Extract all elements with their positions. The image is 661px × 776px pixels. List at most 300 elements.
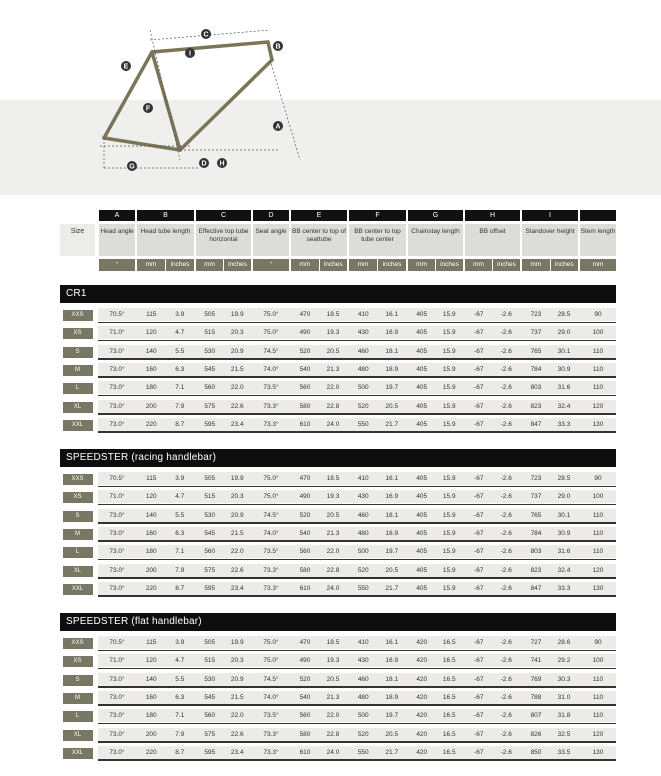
value-cell: 560	[204, 384, 216, 392]
value-cell: 20.5	[326, 675, 340, 683]
value-cell: 115	[146, 311, 157, 318]
value-cell: 16.5	[442, 748, 456, 756]
value-cell: 73.0°	[109, 347, 125, 355]
column-unit: inches	[551, 259, 579, 271]
value-cell: 405	[416, 548, 428, 556]
size-cell	[60, 488, 95, 505]
value-cell: 8.7	[175, 420, 185, 428]
label-i: I	[189, 50, 191, 58]
table-row	[60, 306, 616, 323]
column-letter: D	[253, 210, 289, 221]
value-cell: 24.0	[326, 420, 340, 428]
column-unit: °	[99, 259, 135, 271]
size-badge: S	[63, 511, 93, 522]
value-cell: 200	[145, 402, 157, 410]
value-cell: 73.0°	[109, 529, 125, 537]
value-cell: 4.7	[175, 493, 185, 501]
value-cell: 22.0	[326, 712, 340, 720]
value-cell: 430	[357, 493, 369, 501]
label-g: G	[129, 163, 135, 171]
value-cell: 74.5°	[263, 511, 279, 519]
value-cell: 21.3	[326, 365, 340, 373]
value-cell: 420	[416, 748, 428, 756]
value-cell: 28.6	[557, 639, 571, 646]
size-cell	[60, 398, 95, 415]
value-cell: 405	[416, 311, 428, 318]
value-cell: 15.9	[442, 566, 456, 574]
value-cell: 29.0	[557, 493, 571, 501]
value-cell: 505	[204, 475, 216, 482]
value-cell: 22.6	[230, 402, 244, 410]
column-unit: mm	[137, 259, 165, 271]
value-cell: 580	[299, 730, 311, 738]
value-cell: 73.5°	[263, 548, 279, 556]
size-badge: XXL	[63, 584, 93, 595]
size-badge: M	[63, 529, 93, 540]
value-cell: 120	[145, 657, 157, 665]
column-letter: I	[522, 210, 578, 221]
value-cell: 110	[592, 675, 604, 683]
value-cell: 110	[592, 365, 604, 373]
size-badge: XXS	[63, 474, 93, 485]
value-cell: 430	[357, 329, 369, 337]
value-cell: 30.1	[557, 511, 571, 519]
value-cell: 823	[530, 402, 542, 410]
column-description: Stem length	[580, 224, 616, 256]
value-cell: 110	[592, 693, 604, 701]
value-cell: 28.5	[557, 475, 571, 482]
value-cell: 22.6	[230, 730, 244, 738]
value-cell: 405	[416, 511, 428, 519]
label-c: C	[203, 31, 209, 39]
value-cell: 160	[145, 529, 157, 537]
value-cell: 520	[299, 347, 311, 355]
value-cell: 15.9	[442, 548, 456, 556]
column-description: Chainstay length	[408, 224, 463, 256]
label-f: F	[145, 105, 151, 113]
size-badge: L	[63, 547, 93, 558]
table-row	[60, 525, 616, 542]
table-row	[60, 562, 616, 579]
value-cell: 160	[145, 365, 157, 373]
column-unit: °	[253, 259, 289, 271]
value-cell: 73.0°	[109, 712, 125, 720]
value-cell: 31.6	[557, 548, 571, 556]
value-cell: 73.0°	[109, 548, 125, 556]
column-unit: inches	[378, 259, 406, 271]
value-cell: -67	[474, 748, 484, 756]
value-cell: 32.4	[557, 402, 571, 410]
value-cell: -67	[474, 402, 484, 410]
value-cell: -67	[474, 329, 484, 337]
value-cell: 22.0	[230, 548, 244, 556]
value-cell: 160	[145, 693, 157, 701]
value-cell: -67	[474, 347, 484, 355]
value-cell: 21.5	[230, 693, 244, 701]
table-row	[60, 634, 616, 651]
value-cell: 30.9	[557, 365, 571, 373]
value-cell: 823	[530, 566, 542, 574]
value-cell: 33.3	[557, 584, 571, 592]
size-badge: XL	[63, 730, 93, 741]
value-cell: 610	[299, 584, 311, 592]
column-description: BB center to top tube center	[349, 224, 406, 256]
value-cell: 20.5	[385, 402, 399, 410]
value-cell: 575	[204, 566, 216, 574]
size-cell	[60, 343, 95, 360]
table-row	[60, 343, 616, 360]
value-cell: 16.9	[385, 657, 399, 665]
value-cell: 847	[530, 420, 542, 428]
value-cell: 7.1	[175, 384, 185, 392]
value-cell: 405	[416, 493, 428, 501]
value-cell: 850	[530, 748, 542, 756]
value-cell: 110	[592, 511, 604, 519]
value-cell: -2.6	[500, 748, 512, 756]
value-cell: 120	[592, 730, 604, 738]
column-unit: mm	[349, 259, 377, 271]
value-cell: 560	[299, 712, 311, 720]
value-cell: 3.9	[175, 475, 185, 482]
value-cell: 460	[357, 347, 369, 355]
column-unit: inches	[493, 259, 520, 271]
value-cell: 595	[204, 584, 216, 592]
value-cell: 74.5°	[263, 347, 279, 355]
value-cell: 73.5°	[263, 712, 279, 720]
value-cell: 30.9	[557, 529, 571, 537]
value-cell: 20.5	[385, 566, 399, 574]
size-cell	[60, 689, 95, 706]
value-cell: 8.7	[175, 748, 185, 756]
column-description: Effective top tube horizontal	[196, 224, 251, 256]
value-cell: 21.7	[385, 420, 399, 428]
column-letter: H	[465, 210, 520, 221]
value-cell: 765	[530, 511, 542, 519]
value-cell: 405	[416, 529, 428, 537]
size-cell	[60, 361, 95, 378]
value-cell: 420	[416, 639, 428, 646]
value-cell: 22.0	[230, 384, 244, 392]
value-cell: 140	[145, 347, 157, 355]
value-cell: 110	[592, 529, 604, 537]
value-cell: -2.6	[500, 730, 512, 738]
value-cell: 21.7	[385, 584, 399, 592]
value-cell: 115	[146, 639, 157, 646]
size-badge: L	[63, 711, 93, 722]
size-cell	[60, 306, 95, 323]
value-cell: 8.7	[175, 584, 185, 592]
value-cell: 100	[592, 329, 604, 337]
column-unit: inches	[320, 259, 348, 271]
value-cell: 75.0°	[263, 329, 279, 337]
value-cell: -2.6	[500, 566, 512, 574]
value-cell: 21.3	[326, 693, 340, 701]
value-cell: 545	[204, 693, 216, 701]
value-cell: 405	[416, 384, 428, 392]
size-cell	[60, 707, 95, 724]
value-cell: 788	[530, 693, 542, 701]
value-cell: 550	[357, 420, 369, 428]
value-cell: 723	[530, 311, 542, 318]
size-cell	[60, 580, 95, 597]
value-cell: -2.6	[500, 311, 512, 318]
value-cell: 803	[530, 548, 542, 556]
value-cell: 460	[357, 511, 369, 519]
value-cell: 21.5	[230, 529, 244, 537]
top-tube	[152, 42, 268, 52]
value-cell: -67	[474, 420, 484, 428]
value-cell: 75.0°	[263, 639, 279, 646]
size-badge: XXL	[63, 420, 93, 431]
value-cell: 18.5	[326, 475, 340, 482]
value-cell: 140	[145, 511, 157, 519]
value-cell: 100	[592, 493, 604, 501]
value-cell: -2.6	[500, 420, 512, 428]
size-badge: XL	[63, 402, 93, 413]
size-badge: XS	[63, 492, 93, 503]
value-cell: 73.3°	[263, 420, 279, 428]
value-cell: 20.3	[230, 657, 244, 665]
column-unit: mm	[580, 259, 616, 271]
label-d: D	[201, 160, 207, 168]
value-cell: 520	[299, 675, 311, 683]
value-cell: 19.3	[326, 657, 340, 665]
size-cell	[60, 726, 95, 743]
value-cell: 580	[299, 566, 311, 574]
value-cell: 405	[416, 365, 428, 373]
value-cell: 460	[357, 675, 369, 683]
size-cell	[60, 379, 95, 396]
column-description: Standover height	[522, 224, 578, 256]
value-cell: 20.9	[230, 675, 244, 683]
value-cell: 560	[204, 548, 216, 556]
down-tube	[180, 60, 272, 150]
value-cell: -67	[474, 548, 484, 556]
value-cell: 405	[416, 347, 428, 355]
value-cell: 405	[416, 329, 428, 337]
value-cell: 4.7	[175, 329, 185, 337]
value-cell: 16.5	[442, 712, 456, 720]
value-cell: 15.9	[442, 329, 456, 337]
value-cell: 490	[299, 657, 311, 665]
value-cell: 16.9	[385, 329, 399, 337]
value-cell: 28.5	[557, 311, 571, 318]
value-cell: 16.5	[442, 657, 456, 665]
size-cell	[60, 671, 95, 688]
value-cell: 20.9	[230, 347, 244, 355]
value-cell: 20.5	[326, 511, 340, 519]
value-cell: 30.3	[557, 675, 571, 683]
size-badge: XS	[63, 328, 93, 339]
value-cell: 24.0	[326, 748, 340, 756]
value-cell: 32.5	[557, 730, 571, 738]
table-row	[60, 726, 616, 743]
value-cell: 515	[204, 329, 216, 337]
column-letter: B	[137, 210, 194, 221]
value-cell: 73.0°	[109, 730, 125, 738]
value-cell: 741	[530, 657, 542, 665]
value-cell: 16.1	[385, 639, 399, 646]
value-cell: 515	[204, 493, 216, 501]
value-cell: 23.4	[230, 420, 244, 428]
value-cell: 405	[416, 475, 428, 482]
table-row	[60, 689, 616, 706]
value-cell: -2.6	[500, 548, 512, 556]
value-cell: 73.3°	[263, 402, 279, 410]
column-description: Seat angle	[253, 224, 289, 256]
value-cell: 500	[357, 548, 369, 556]
value-cell: 3.9	[175, 639, 185, 646]
size-cell	[60, 744, 95, 761]
value-cell: 110	[592, 712, 604, 720]
value-cell: 15.9	[442, 584, 456, 592]
size-header: Size	[60, 224, 95, 256]
value-cell: -67	[474, 384, 484, 392]
value-cell: 73.0°	[109, 748, 125, 756]
value-cell: 29.2	[557, 657, 571, 665]
value-cell: 6.3	[175, 529, 185, 537]
value-cell: -67	[474, 693, 484, 701]
column-letter: G	[408, 210, 463, 221]
size-cell	[60, 543, 95, 560]
value-cell: 410	[357, 475, 369, 482]
value-cell: 784	[530, 529, 542, 537]
value-cell: 550	[357, 584, 369, 592]
value-cell: 180	[145, 712, 157, 720]
value-cell: 180	[145, 548, 157, 556]
value-cell: 15.9	[442, 311, 456, 318]
value-cell: 73.3°	[263, 748, 279, 756]
value-cell: 73.0°	[109, 420, 125, 428]
size-cell	[60, 525, 95, 542]
value-cell: 73.0°	[109, 511, 125, 519]
table-row	[60, 744, 616, 761]
value-cell: -67	[474, 529, 484, 537]
column-unit: mm	[196, 259, 223, 271]
value-cell: 550	[357, 748, 369, 756]
value-cell: 200	[145, 566, 157, 574]
value-cell: -2.6	[500, 365, 512, 373]
value-cell: 73.0°	[109, 566, 125, 574]
section-title: SPEEDSTER (flat handlebar)	[60, 613, 616, 631]
value-cell: 5.5	[175, 675, 185, 683]
value-cell: 29.0	[557, 329, 571, 337]
value-cell: 540	[299, 365, 311, 373]
value-cell: 575	[204, 730, 216, 738]
value-cell: -67	[474, 675, 484, 683]
value-cell: 19.9	[230, 639, 244, 646]
value-cell: 120	[145, 493, 157, 501]
value-cell: 595	[204, 420, 216, 428]
value-cell: 33.3	[557, 420, 571, 428]
column-letter: A	[99, 210, 135, 221]
value-cell: 4.7	[175, 657, 185, 665]
value-cell: 19.3	[326, 493, 340, 501]
column-unit: inches	[224, 259, 251, 271]
value-cell: 16.5	[442, 675, 456, 683]
value-cell: 15.9	[442, 402, 456, 410]
value-cell: 100	[592, 657, 604, 665]
value-cell: 180	[145, 384, 157, 392]
value-cell: 520	[299, 511, 311, 519]
value-cell: 24.0	[326, 584, 340, 592]
column-unit: mm	[465, 259, 492, 271]
value-cell: -2.6	[500, 384, 512, 392]
value-cell: 560	[299, 384, 311, 392]
frame-geometry-diagram	[90, 20, 310, 180]
value-cell: 490	[299, 329, 311, 337]
value-cell: 22.8	[326, 402, 340, 410]
label-h: H	[219, 160, 225, 168]
value-cell: 21.5	[230, 365, 244, 373]
value-cell: 5.5	[175, 347, 185, 355]
value-cell: 575	[204, 402, 216, 410]
value-cell: 71.0°	[109, 493, 125, 501]
value-cell: 737	[530, 329, 542, 337]
value-cell: 73.5°	[263, 384, 279, 392]
value-cell: 595	[204, 748, 216, 756]
value-cell: 90	[594, 639, 602, 646]
value-cell: 16.9	[385, 493, 399, 501]
value-cell: 19.7	[385, 384, 399, 392]
size-cell	[60, 470, 95, 487]
value-cell: -67	[474, 584, 484, 592]
size-badge: M	[63, 693, 93, 704]
value-cell: 420	[416, 693, 428, 701]
size-cell	[60, 562, 95, 579]
value-cell: 18.9	[385, 693, 399, 701]
value-cell: 520	[357, 730, 369, 738]
value-cell: 16.5	[442, 639, 456, 646]
table-row	[60, 416, 616, 433]
value-cell: 470	[299, 639, 311, 646]
column-description: Head angle	[99, 224, 135, 256]
value-cell: -2.6	[500, 493, 512, 501]
value-cell: -2.6	[500, 584, 512, 592]
value-cell: 540	[299, 693, 311, 701]
value-cell: -67	[474, 712, 484, 720]
value-cell: 530	[204, 511, 216, 519]
value-cell: 31.8	[557, 712, 571, 720]
size-badge: L	[63, 383, 93, 394]
value-cell: 73.3°	[263, 730, 279, 738]
value-cell: 16.5	[442, 693, 456, 701]
value-cell: -67	[474, 730, 484, 738]
table-row	[60, 671, 616, 688]
value-cell: 33.5	[557, 748, 571, 756]
value-cell: -67	[474, 639, 484, 646]
value-cell: 20.3	[230, 329, 244, 337]
table-row	[60, 379, 616, 396]
value-cell: 520	[357, 566, 369, 574]
column-unit: inches	[166, 259, 194, 271]
column-letter: F	[349, 210, 406, 221]
table-row	[60, 361, 616, 378]
value-cell: 15.9	[442, 511, 456, 519]
value-cell: 73.3°	[263, 584, 279, 592]
value-cell: 22.0	[326, 548, 340, 556]
column-unit: mm	[291, 259, 319, 271]
size-badge: M	[63, 365, 93, 376]
value-cell: 545	[204, 529, 216, 537]
table-row	[60, 398, 616, 415]
value-cell: 21.7	[385, 748, 399, 756]
value-cell: -2.6	[500, 475, 512, 482]
value-cell: 765	[530, 347, 542, 355]
label-e: E	[123, 63, 129, 71]
value-cell: 7.1	[175, 712, 185, 720]
label-b: B	[275, 43, 281, 51]
